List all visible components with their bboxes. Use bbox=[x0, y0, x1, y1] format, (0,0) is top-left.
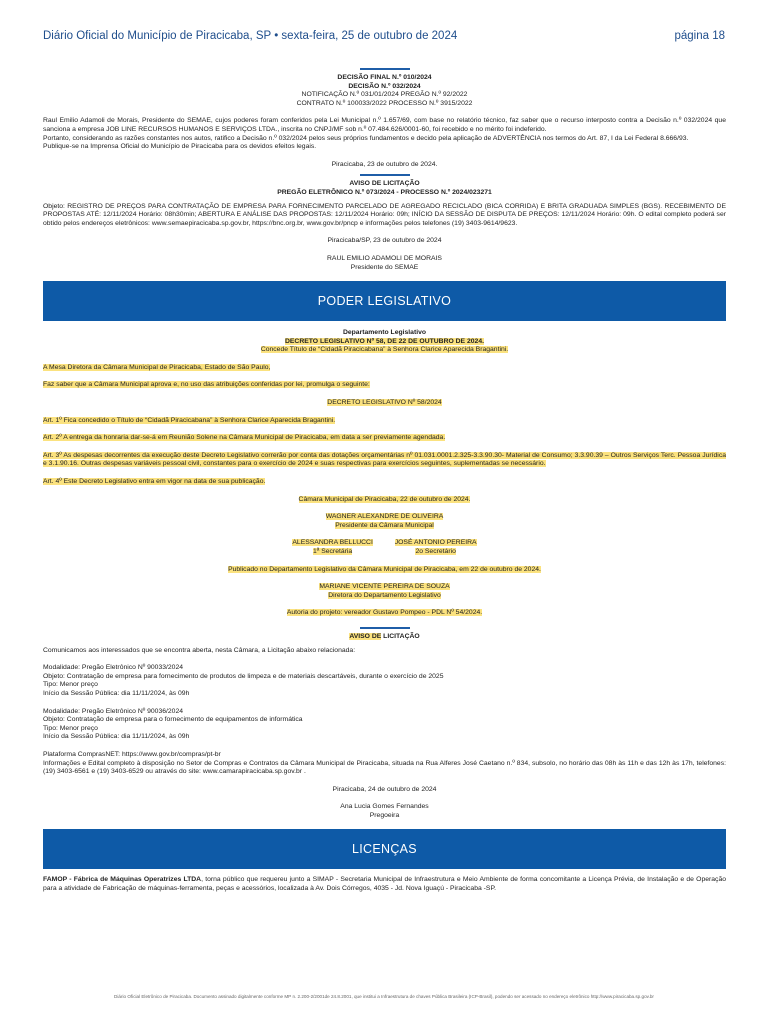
licenca-paragraph bbox=[43, 876, 726, 893]
aviso2-item2-inicio: Início da Sessão Pública: dia 11/11/2024, às 09h bbox=[43, 733, 190, 741]
section-divider bbox=[360, 627, 410, 629]
decreto-published-note: Publicado no Departamento Legislativo da Câmara Municipal de Piracicaba, em 22 de outubro de 2024. bbox=[228, 565, 541, 573]
aviso1-title-1: AVISO DE LICITAÇÃO bbox=[349, 180, 420, 188]
header-title: Diário Oficial do Município de Piracicaba, SP bbox=[43, 30, 271, 42]
decreto-department: Departamento Legislativo bbox=[342, 329, 427, 337]
decisao-place-date: Piracicaba, 23 de outubro de 2024. bbox=[331, 160, 438, 168]
decisao-section bbox=[43, 74, 726, 169]
aviso1-place-date: Piracicaba/SP, 23 de outubro de 2024 bbox=[327, 237, 442, 245]
section-banner-licencas: LICENÇAS bbox=[43, 829, 726, 869]
decreto-section bbox=[43, 329, 726, 618]
aviso2-item2-modalidade: Modalidade: Pregão Eletrônico Nº 90036/2024 bbox=[43, 707, 184, 715]
decisao-ref-1: NOTIFICAÇÃO N.º 031/01/2024 PREGÃO N.º 92/2022 bbox=[301, 91, 468, 99]
page-footer: Diário Oficial Eletrônico de Piracicaba. Documento assinado digitalmente conforme MP n. 2.200-2/2001de 24.8.2001, que institui a Infraestrutura de chaves Pública Brasileira (ICP-Brasil), podendo ser acessado no endereço eletrônico http://www.piracicaba.sp.gov.br bbox=[114, 994, 654, 999]
aviso-licitacao-camara bbox=[43, 633, 726, 821]
signature-second-secretary-name: JOSÉ ANTONIO PEREIRA bbox=[394, 539, 477, 547]
decreto-paragraph-2: Faz saber que a Câmara Municipal aprova e, no uso das atribuições conferidas por lei, promulga o seguinte: bbox=[43, 381, 370, 389]
decreto-art-1: Art. 1º Fica concedido o Título de “Cidadã Piracicabana” à Senhora Clarice Aparecida Bragantini. bbox=[43, 416, 336, 424]
aviso2-title-highlight: AVISO DE bbox=[349, 632, 382, 640]
aviso-licitacao-semae bbox=[43, 180, 726, 272]
signature-director-name: MARIANE VICENTE PEREIRA DE SOUZA bbox=[319, 583, 450, 591]
page-content bbox=[43, 68, 726, 894]
section-divider bbox=[360, 68, 410, 70]
aviso2-item1-objeto: Objeto: Contratação de empresa para fornecimento de produtos de limpeza e de materiais descartáveis, durante o exercício de 2025 bbox=[43, 672, 444, 680]
aviso2-item2-tipo: Tipo: Menor preço bbox=[43, 724, 98, 732]
section-divider bbox=[360, 174, 410, 176]
header-date: sexta-feira, 25 de outubro de 2024 bbox=[281, 30, 458, 42]
decreto-paragraph-3: DECRETO LEGISLATIVO Nº 58/2024 bbox=[327, 399, 442, 407]
licenca-company: FAMOP - Fábrica de Máquinas Operatrizes LTDA bbox=[43, 876, 202, 884]
decisao-title-2: DECISÃO N.º 032/2024 bbox=[348, 82, 421, 90]
header-separator: • bbox=[274, 30, 279, 42]
page-header bbox=[43, 30, 725, 48]
signature-president-role: Presidente da Câmara Municipal bbox=[335, 521, 434, 529]
decreto-title: DECRETO LEGISLATIVO Nº 58, DE 22 DE OUTUBRO DE 2024. bbox=[284, 337, 484, 345]
decisao-body-1: Raul Emilio Adamoli de Morais, Presidente do SEMAE, cujos poderes foram conferidos pela Lei Municipal n.º 1.657/69, com base no relatório técnico, faz saber que o recurso interposto contra a Decisão n.º 032/2024 que sanciona a empresa JOB LINE RECURSOS HUMANOS E SERVIÇOS LTDA., inscrita no CNPJ/MF sob n.º 07.484.626/0001-60, foi recebido e no mérito foi indeferido. bbox=[43, 117, 726, 133]
aviso2-item1-modalidade: Modalidade: Pregão Eletrônico Nº 90033/2024 bbox=[43, 664, 184, 672]
decisao-title-1: DECISÃO FINAL N.º 010/2024 bbox=[337, 74, 432, 81]
decreto-art-3: Art. 3º As despesas decorrentes da execução deste Decreto Legislativo correrão por conta das dotações orçamentárias nº 01.031.0001.2.325-3.3.90.30- Material de Consumo; 3.3.90.39 – Outros Serviços Terc. Pessoa Jurídica e 3.1.90.16. Outras despesas variáveis pessoal civil, constantes para o exercício de 2024 e suas respectivas para exercícios seguintes, suplementadas se necessário. bbox=[43, 451, 726, 468]
signature-director-role: Diretora do Departamento Legislativo bbox=[328, 591, 441, 599]
aviso2-title bbox=[43, 633, 726, 642]
decreto-place-date: Câmara Municipal de Piracicaba, 22 de outubro de 2024. bbox=[298, 495, 471, 503]
signature-second-secretary-role: 2o Secretário bbox=[415, 548, 456, 555]
section-banner-poder-legislativo: PODER LEGISLATIVO bbox=[43, 281, 726, 321]
signature-president-name: WAGNER ALEXANDRE DE OLIVEIRA bbox=[325, 513, 444, 521]
signature-first-secretary-name: ALESSANDRA BELLUCCI bbox=[292, 539, 373, 547]
aviso1-body: Objeto: REGISTRO DE PREÇOS PARA CONTRATAÇÃO DE EMPRESA PARA FORNECIMENTO PARCELADO DE AGREGADO RECICLADO (BICA CORRIDA) E BRITA GRADUADA SIMPLES (BGS). RECEBIMENTO DE PROPOSTAS ATÉ: 12/11/2024 Horário: 08h30min; ABERTURA E ANÁLISE DAS PROPOSTAS: 12/11/2024 Horário: 09h; INÍCIO DA SESSÃO DE DISPUTA DE PREÇOS: 12/11/2024 Horário: 09h. O edital completo poderá ser obtido pelos endereços eletrônicos: www.semaepiracicaba.sp.gov.br, https://bnc.org.br, www.gov.br/pncp e informações pelos telefones (19) 3403-9614/9623. bbox=[43, 202, 726, 227]
licenca-text: , torna público que requereu junto a SIMAP - Secretaria Municipal de Infraestrutura e Meio Ambiente de forma concomitante a Licença Prévia, de Instalação e de Operação para a atividade de Fabricação de máquinas-ferramenta, peças e acessórios, localizada à Av. Dois Córregos, 4035 - Jd. Nova Iguaçú - Piracicaba -SP. bbox=[43, 876, 727, 893]
decreto-paragraph-1: A Mesa Diretora da Câmara Municipal de Piracicaba, Estado de São Paulo, bbox=[43, 363, 271, 371]
aviso2-item1-tipo: Tipo: Menor preço bbox=[43, 681, 98, 689]
decreto-art-2: Art. 2º A entrega da honraria dar-se-á em Reunião Solene na Câmara Municipal de Piracicaba, em data a ser previamente agendada. bbox=[43, 434, 446, 442]
header-page-number: página 18 bbox=[674, 30, 725, 42]
aviso1-title-2: PREGÃO ELETRÔNICO N.º 073/2024 - PROCESSO N.º 2024/023271 bbox=[277, 188, 492, 196]
decreto-ementa: Concede Título de “Cidadã Piracicabana” à Senhora Clarice Aparecida Bragantini. bbox=[260, 346, 509, 354]
aviso1-signature-name: RAUL EMILIO ADAMOLI DE MORAIS bbox=[327, 254, 442, 262]
aviso1-signature-role: Presidente do SEMAE bbox=[350, 263, 419, 271]
aviso2-plataforma: Plataforma ComprasNET: https://www.gov.br/compras/pt-br bbox=[43, 750, 221, 758]
header-left bbox=[43, 30, 457, 42]
aviso2-item1-inicio: Início da Sessão Pública: dia 11/11/2024, às 09h bbox=[43, 689, 190, 697]
decisao-body-3: Publique-se na Imprensa Oficial do Município de Piracicaba para os devidos efeitos legais. bbox=[43, 143, 317, 151]
secretaries-signatures bbox=[43, 539, 726, 556]
aviso2-place-date: Piracicaba, 24 de outubro de 2024 bbox=[332, 785, 437, 793]
aviso2-signature-name: Ana Lucia Gomes Fernandes bbox=[340, 803, 429, 811]
aviso2-intro: Comunicamos aos interessados que se encontra aberta, nesta Câmara, a Licitação abaixo relacionada: bbox=[43, 646, 356, 654]
decreto-autoria: Autoria do projeto: vereador Gustavo Pompeo - PDL Nº 54/2024. bbox=[286, 609, 483, 617]
decisao-body-2: Portanto, considerando as razões constantes nos autos, ratifico a Decisão n.º 032/2024 pelos seus próprios fundamentos e decido pela aplicação de ADVERTÊNCIA nos termos do Art. 87, I da Lei Federal 8.666/93. bbox=[43, 134, 689, 142]
aviso2-signature-role: Pregoeira bbox=[369, 811, 400, 819]
decreto-art-4: Art. 4º Este Decreto Legislativo entra em vigor na data de sua publicação. bbox=[43, 478, 266, 486]
decisao-ref-2: CONTRATO N.º 100033/2022 PROCESSO N.º 3915/2022 bbox=[296, 99, 473, 107]
licencas-section bbox=[43, 876, 726, 893]
signature-first-secretary-role: 1ª Secretária bbox=[313, 548, 353, 555]
aviso2-item2-objeto: Objeto: Contratação de empresa para o fornecimento de equipamentos de informática bbox=[43, 716, 303, 724]
aviso2-title-rest: LICITAÇÃO bbox=[381, 632, 420, 640]
aviso2-info: Informações e Edital completo à disposição no Setor de Compras e Contratos da Câmara Municipal de Piracicaba, situada na Rua Alferes José Caetano n.º 834, subsolo, no horário das 08h às 11h e das 12h às 17h, telefones: (19) 3403-6561 e (19) 3403-6529 ou através do site: www.camarapiracicaba.sp.gov.br . bbox=[43, 759, 726, 776]
